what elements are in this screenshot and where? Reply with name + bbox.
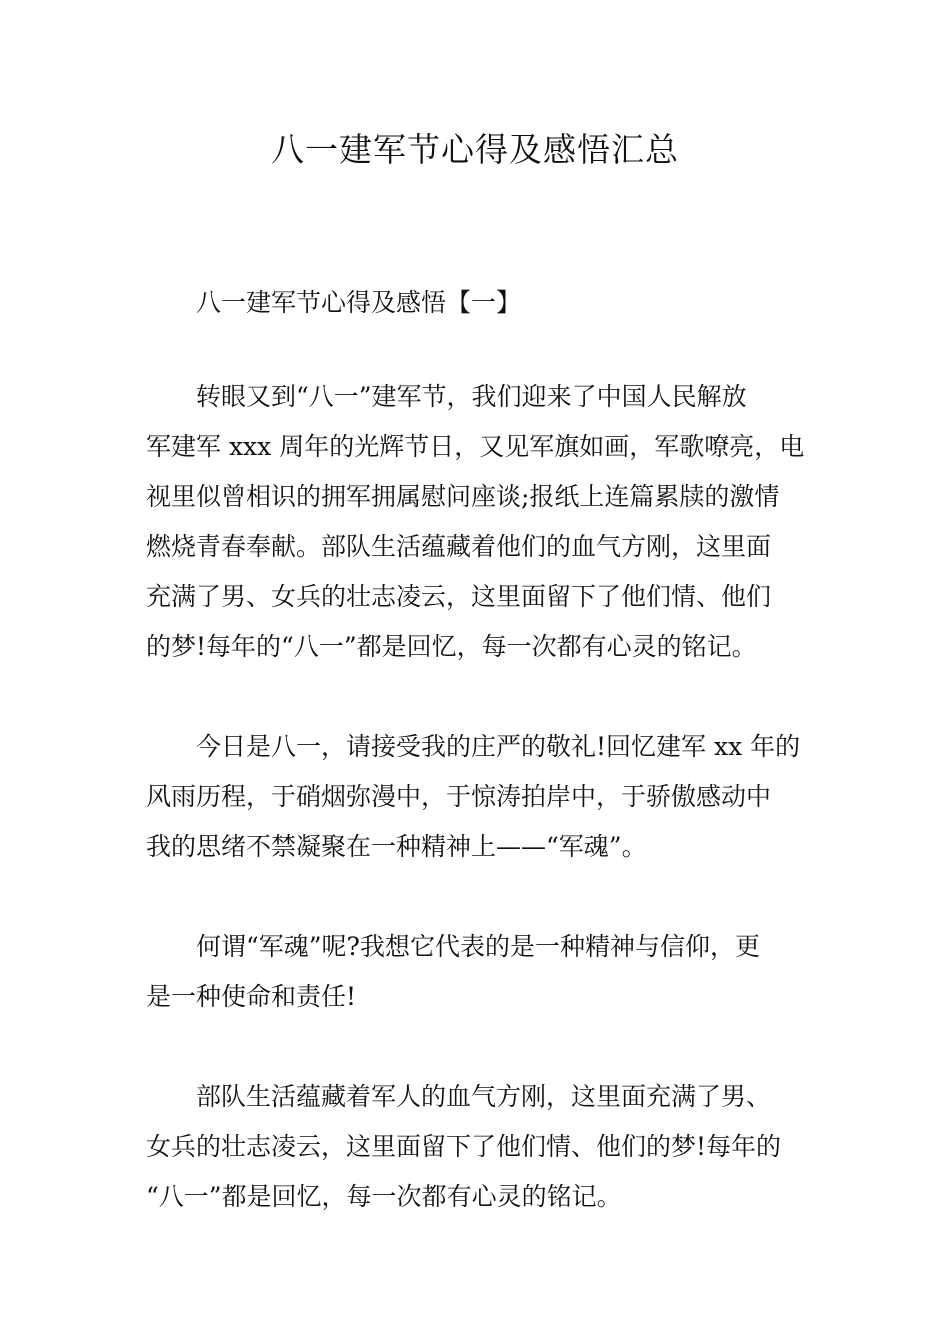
paragraph-line: 何谓“军魂”呢?我想它代表的是一种精神与信仰，更 bbox=[196, 932, 760, 961]
paragraph-line: 军建军 xxx 周年的光辉节日，又见军旗如画，军歌嘹亮，电 bbox=[146, 432, 805, 461]
paragraph-1 bbox=[146, 372, 808, 672]
paragraph-line: 充满了男、女兵的壮志凌云，这里面留下了他们情、他们 bbox=[146, 582, 772, 611]
paragraph-3 bbox=[146, 922, 808, 1022]
document-title: 八一建军节心得及感悟汇总 bbox=[271, 130, 679, 169]
paragraph-line: 我的思绪不禁凝聚在一种精神上——“军魂”。 bbox=[146, 832, 647, 861]
paragraph-line: 转眼又到“八一”建军节，我们迎来了中国人民解放 bbox=[196, 382, 747, 411]
paragraph-line: 燃烧青春奉献。部队生活蕴藏着他们的血气方刚，这里面 bbox=[146, 532, 772, 561]
paragraph-line: 视里似曾相识的拥军拥属慰问座谈;报纸上连篇累牍的激情 bbox=[146, 482, 780, 511]
paragraph-line: 女兵的壮志凌云，这里面留下了他们情、他们的梦!每年的 bbox=[146, 1132, 782, 1161]
paragraph-line: 今日是八一，请接受我的庄严的敬礼!回忆建军 xx 年的 bbox=[196, 732, 801, 761]
paragraph-4 bbox=[146, 1072, 808, 1222]
paragraph-line: 风雨历程，于硝烟弥漫中，于惊涛拍岸中，于骄傲感动中 bbox=[146, 782, 772, 811]
paragraph-line: 是一种使命和责任! bbox=[146, 982, 357, 1011]
section-heading: 八一建军节心得及感悟【一】 bbox=[196, 288, 522, 317]
paragraph-2 bbox=[146, 722, 808, 872]
paragraph-line: 部队生活蕴藏着军人的血气方刚，这里面充满了男、 bbox=[196, 1082, 772, 1111]
paragraph-line: 的梦!每年的“八一”都是回忆，每一次都有心灵的铭记。 bbox=[146, 632, 757, 661]
paragraph-line: “八一”都是回忆，每一次都有心灵的铭记。 bbox=[146, 1182, 622, 1211]
